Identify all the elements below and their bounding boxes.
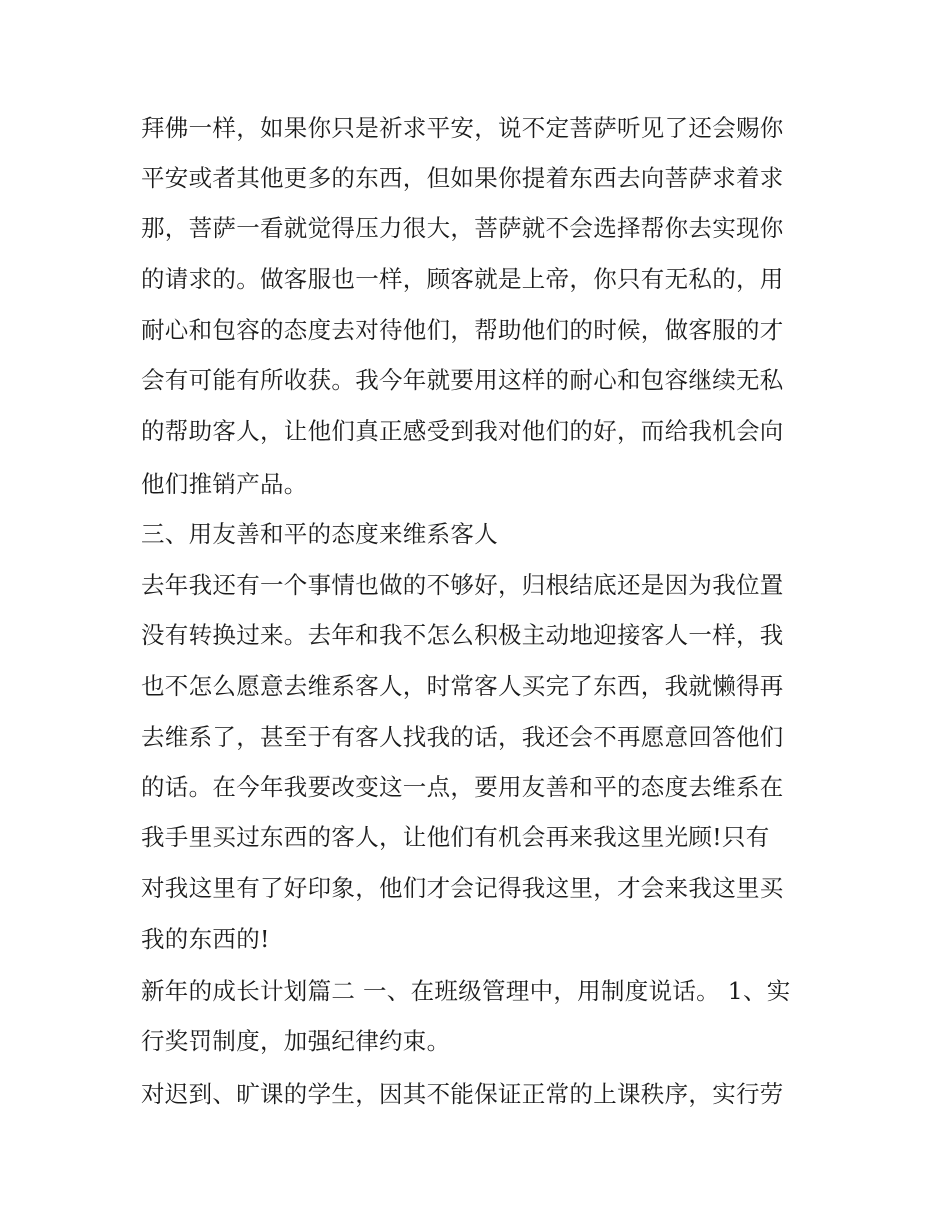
text-line: 也不怎么愿意去维系客人，时常客人买完了东西，我就懒得再 bbox=[141, 672, 784, 700]
text-line: 会有可能有所收获。我今年就要用这样的耐心和包容继续无私 bbox=[141, 366, 784, 394]
text-line: 去维系了，甚至于有客人找我的话，我还会不再愿意回答他们 bbox=[141, 723, 784, 751]
text-line: 平安或者其他更多的东西，但如果你提着东西去向菩萨求着求 bbox=[141, 164, 784, 192]
section-heading: 三、用友善和平的态度来维系客人 bbox=[141, 520, 498, 548]
text-line: 去年我还有一个事情也做的不够好，归根结底还是因为我位置 bbox=[141, 571, 784, 599]
text-line: 没有转换过来。去年和我不怎么积极主动地迎接客人一样，我 bbox=[141, 621, 784, 649]
text-line: 他们推销产品。 bbox=[141, 470, 308, 498]
text-line: 我的东西的! bbox=[141, 925, 270, 953]
text-line: 对我这里有了好印象，他们才会记得我这里，才会来我这里买 bbox=[141, 874, 784, 902]
text-line: 的帮助客人，让他们真正感受到我对他们的好，而给我机会向 bbox=[141, 417, 784, 445]
text-line: 新年的成长计划篇二 一、在班级管理中，用制度说话。 1、实 bbox=[141, 977, 791, 1005]
text-line: 我手里买过东西的客人，让他们有机会再来我这里光顾!只有 bbox=[141, 823, 770, 851]
text-line: 对迟到、旷课的学生，因其不能保证正常的上课秩序，实行劳 bbox=[141, 1080, 784, 1108]
text-line: 那，菩萨一看就觉得压力很大，菩萨就不会选择帮你去实现你 bbox=[141, 214, 784, 242]
text-line: 拜佛一样，如果你只是祈求平安，说不定菩萨听见了还会赐你 bbox=[141, 114, 784, 142]
text-line: 的请求的。做客服也一样，顾客就是上帝，你只有无私的，用 bbox=[141, 265, 784, 293]
text-line: 耐心和包容的态度去对待他们，帮助他们的时候，做客服的才 bbox=[141, 316, 784, 344]
text-line: 行奖罚制度，加强纪律约束。 bbox=[141, 1027, 451, 1055]
text-line: 的话。在今年我要改变这一点，要用友善和平的态度去维系在 bbox=[141, 773, 784, 801]
